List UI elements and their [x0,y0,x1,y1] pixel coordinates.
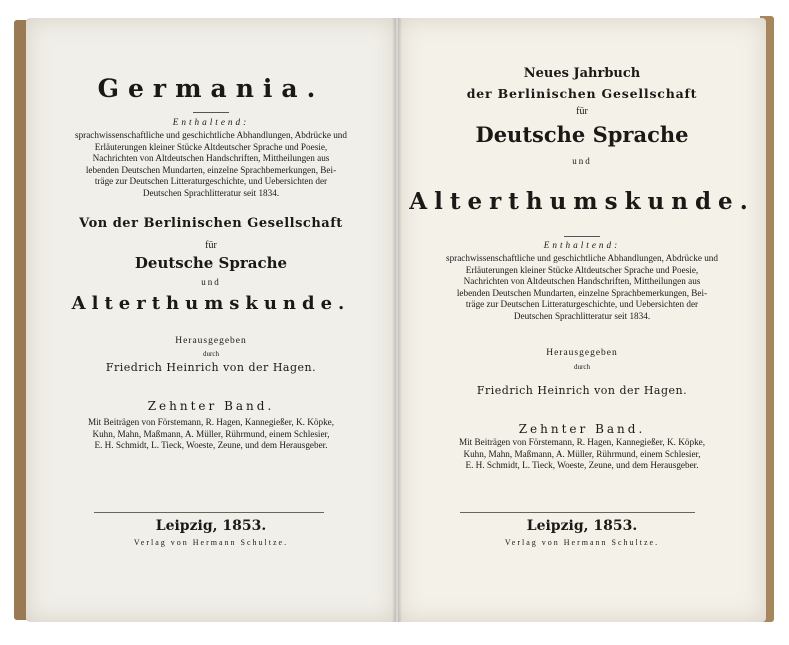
left-society-line: Von der Berlinischen Gesellschaft [79,216,343,231]
right-heading-line: der Berlinischen Gesellschaft [466,86,698,101]
left-contents-line: träge zur Deutschen Litteraturgeschichte, und Uebersichten der [94,176,328,186]
left-contents-block [38,130,384,199]
book-gutter-shadow [392,18,402,622]
left-contents-line: sprachwissenschaftliche und geschichtliche Abhandlungen, Abdrücke und [75,130,347,140]
right-alterthumskunde: Alterthumskunde. [409,188,755,215]
right-enthaltend-label: Enthaltend: [543,240,621,250]
left-und: und [201,277,221,287]
right-contributors-line: Kuhn, Mahn, Maßmann, A. Müller, Rührmund, einem Schlesier, [463,448,701,459]
left-contents-line: lebenden Deutschen Mundarten, einzelne Sprachbemerkungen, Bei- [85,164,337,175]
right-contents-line: Deutschen Sprachlitteratur seit 1834. [513,310,651,321]
left-contributors-line: Mit Beiträgen von Förstemann, R. Hagen, Kannegießer, K. Köpke, [87,417,335,427]
right-band: Zehnter Band. [518,422,646,436]
left-title: Germania. [97,74,325,103]
right-contents-line: Erläuterungen kleiner Stücke Altdeutscher Sprache und Poesie, [465,264,699,275]
left-enthaltend-label: Enthaltend: [172,117,250,127]
right-contents-line: träge zur Deutschen Litteraturgeschichte, und Uebersichten der [465,299,699,309]
right-herausgegeben: Herausgegeben [546,348,618,358]
right-page [398,18,766,622]
left-editor: Friedrich Heinrich von der Hagen. [105,361,317,374]
left-place-year: Leipzig, 1853. [155,518,267,534]
left-contents-line: Erläuterungen kleiner Stücke Altdeutscher Sprache und Poesie, [94,141,328,152]
left-durch: durch [203,350,219,358]
left-contributors-line: Kuhn, Mahn, Maßmann, A. Müller, Rührmund, einem Schlesier, [92,428,330,439]
left-alterthumskunde: Alterthumskunde. [71,293,351,314]
right-sprache: Deutsche Sprache [475,122,689,147]
left-page [26,18,396,622]
right-contributors-line: Mit Beiträgen von Förstemann, R. Hagen, Kannegießer, K. Köpke, [458,437,706,447]
left-contributors-line: E. H. Schmidt, L. Tieck, Woeste, Zeune, und dem Herausgeber. [94,440,328,450]
left-title-rule [26,108,396,117]
right-contents-line: Nachrichten von Altdeutschen Handschriften, Mittheilungen aus [463,276,701,286]
left-sprache: Deutsche Sprache [134,254,288,272]
right-und: und [572,156,592,166]
left-contents-line: Deutschen Sprachlitteratur seit 1834. [142,187,280,198]
right-place-year: Leipzig, 1853. [526,518,638,534]
right-heading-line: Neues Jahrbuch [523,66,641,81]
right-contributors-line: E. H. Schmidt, L. Tieck, Woeste, Zeune, und dem Herausgeber. [465,460,699,470]
right-contents-line: lebenden Deutschen Mundarten, einzelne Sprachbemerkungen, Bei- [456,287,708,298]
left-fuer: für [205,240,217,251]
right-publisher: Verlag von Hermann Schultze. [504,538,660,547]
right-durch: durch [574,363,590,371]
left-herausgegeben: Herausgegeben [175,336,247,346]
left-publisher: Verlag von Hermann Schultze. [133,538,289,547]
right-divider-rule [460,512,695,513]
left-divider-rule [94,512,324,513]
right-editor: Friedrich Heinrich von der Hagen. [476,384,688,397]
left-contents-line: Nachrichten von Altdeutschen Handschriften, Mittheilungen aus [92,153,330,163]
left-contributors-block [36,417,386,452]
right-contributors-block [406,437,758,472]
right-contents-block [408,253,756,322]
right-heading-line: für [576,106,588,117]
left-band: Zehnter Band. [147,399,275,413]
right-contents-line: sprachwissenschaftliche und geschichtliche Abhandlungen, Abdrücke und [446,253,718,263]
